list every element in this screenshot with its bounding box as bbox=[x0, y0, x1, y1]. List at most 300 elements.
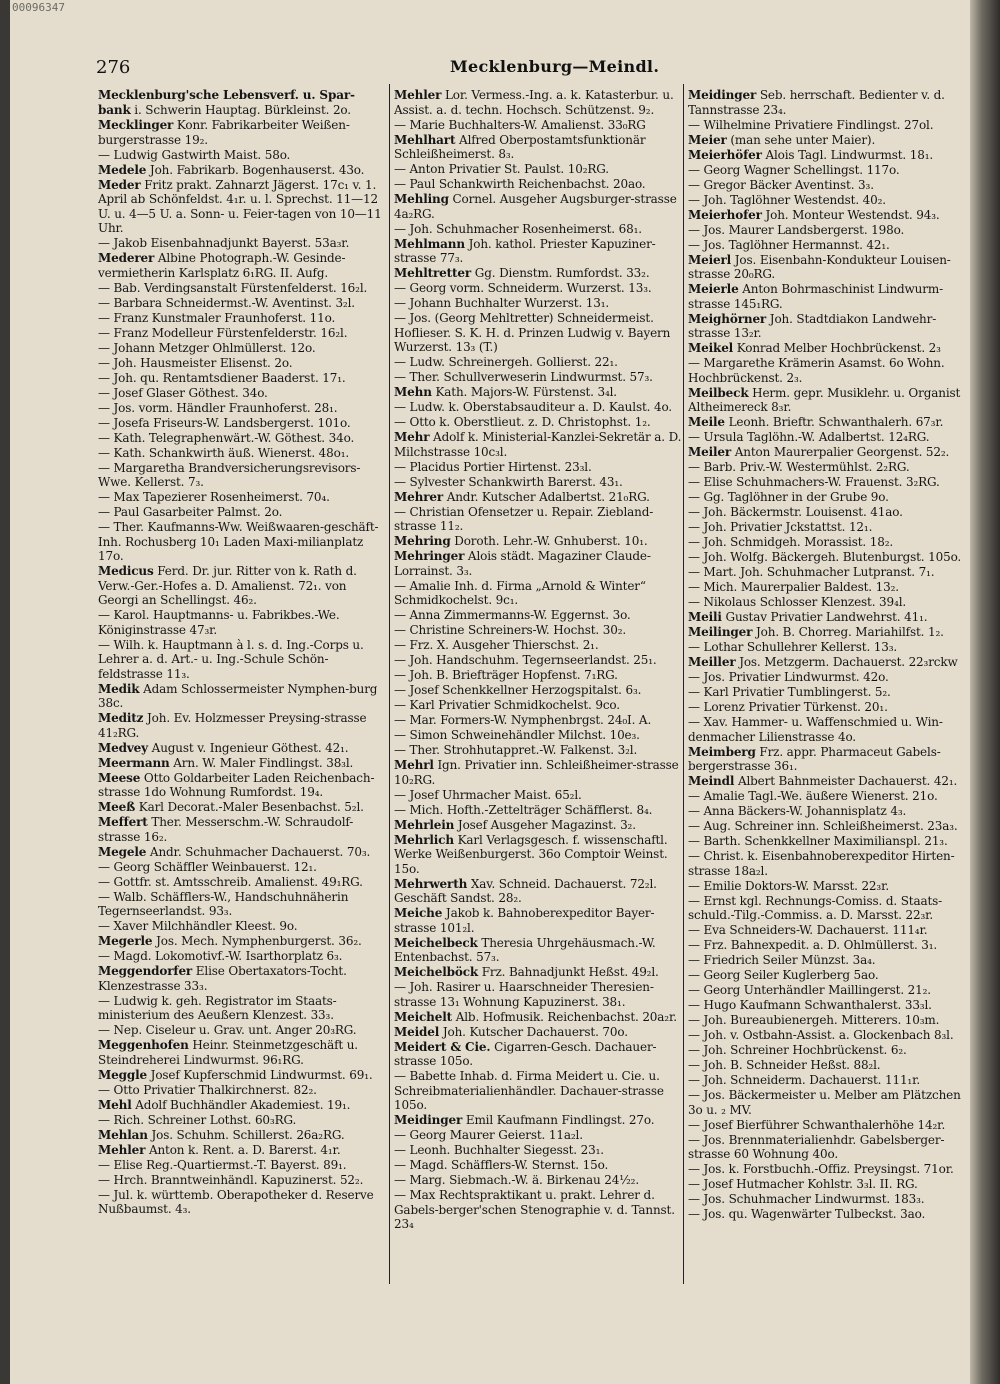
directory-sub-entry bbox=[394, 713, 684, 728]
entry-details: — Johann Metzger Ohlmüllerst. 12o. bbox=[98, 340, 316, 355]
directory-sub-entry bbox=[394, 743, 684, 758]
entry-details: — Wilhelmine Privatiere Findlingst. 27ol. bbox=[688, 117, 934, 132]
entry-details: — Joh. Wolfg. Bäckergeh. Blutenburgst. 105o. bbox=[688, 550, 962, 564]
entry-details: — Joh. qu. Rentamtsdiener Baaderst. 17₁. bbox=[98, 370, 346, 385]
entry-details: — Jos. Taglöhner Hermannst. 42₁. bbox=[688, 237, 890, 252]
entry-details: — Walb. Schäfflers-W., Handschuhnäherin Tegernseerlandst. 93₃. bbox=[98, 889, 349, 918]
entry-details: — Mich. Maurerpalier Baldest. 13₂. bbox=[688, 580, 899, 594]
directory-entry bbox=[394, 877, 684, 906]
entry-details: — Margaretha Brandversicherungsrevisors-Wwe. Kellerst. 7₃. bbox=[98, 460, 361, 489]
directory-sub-entry bbox=[688, 983, 970, 998]
entry-surname: Meffert bbox=[98, 815, 148, 829]
directory-sub-entry bbox=[98, 386, 388, 401]
directory-sub-entry bbox=[688, 505, 970, 520]
entry-details: — Jos. (Georg Mehltretter) Schneidermeist. Hoflieser. S. K. H. d. Prinzen Ludwig v. Bayern Wurzerst. 13₃ (T.) bbox=[394, 311, 671, 354]
entry-details: Jos. Schuhm. Schillerst. 26a₂RG. bbox=[151, 1127, 345, 1142]
entry-surname: Meili bbox=[688, 610, 722, 624]
directory-sub-entry bbox=[394, 118, 684, 133]
entry-details: Elise Obertaxators-Tocht. Klenzestrasse 33₃. bbox=[98, 964, 347, 993]
directory-sub-entry bbox=[688, 1177, 970, 1192]
entry-details: — Marie Buchhalters-W. Amalienst. 33₀RG bbox=[394, 117, 646, 132]
directory-sub-entry bbox=[394, 475, 684, 490]
entry-surname: Megerle bbox=[98, 934, 153, 948]
directory-entry bbox=[98, 564, 388, 608]
entry-surname: Mehlhart bbox=[394, 132, 456, 147]
directory-entry bbox=[98, 1098, 388, 1113]
directory-sub-entry bbox=[394, 579, 684, 608]
directory-sub-entry bbox=[98, 1158, 388, 1173]
directory-sub-entry bbox=[394, 623, 684, 638]
entry-details: — Marg. Siebmach.-W. ä. Birkenau 24½₂. bbox=[394, 1173, 640, 1187]
page-number: 276 bbox=[96, 57, 131, 78]
entry-details: — Hugo Kaufmann Schwanthalerst. 33₃l. bbox=[688, 998, 932, 1012]
directory-sub-entry bbox=[98, 326, 388, 341]
entry-details: — Simon Schweinehändler Milchst. 10e₃. bbox=[394, 728, 640, 742]
entry-details: Adolf k. Ministerial-Kanzlei-Sekretär a. D. Milchstrasse 10c₃l. bbox=[394, 430, 682, 459]
directory-sub-entry bbox=[394, 698, 684, 713]
entry-details: Emil Kaufmann Findlingst. 27o. bbox=[465, 1113, 655, 1127]
directory-sub-entry bbox=[394, 355, 684, 370]
directory-entry bbox=[98, 741, 388, 756]
entry-details: — Gottfr. st. Amtsschreib. Amalienst. 49₁RG. bbox=[98, 874, 363, 889]
directory-sub-entry bbox=[688, 894, 970, 923]
directory-sub-entry bbox=[688, 819, 970, 834]
directory-sub-entry bbox=[98, 1083, 388, 1098]
entry-details: — Friedrich Seiler Münzst. 3a₄. bbox=[688, 953, 876, 967]
entry-details: — Joh. Bäckermstr. Louisenst. 41ao. bbox=[688, 505, 903, 519]
directory-sub-entry bbox=[394, 222, 684, 237]
entry-surname: Meggenhofen bbox=[98, 1038, 189, 1052]
directory-entry bbox=[98, 682, 388, 711]
directory-entry bbox=[98, 845, 388, 860]
directory-entry bbox=[98, 934, 388, 949]
entry-details: — Georg Maurer Geierst. 11a₂l. bbox=[394, 1128, 583, 1142]
directory-sub-entry bbox=[688, 998, 970, 1013]
directory-sub-entry bbox=[394, 1188, 684, 1232]
directory-entry bbox=[98, 163, 388, 178]
directory-entry bbox=[688, 774, 970, 789]
directory-sub-entry bbox=[688, 1162, 970, 1177]
entry-details: Kath. Majors-W. Fürstenst. 3₄l. bbox=[435, 385, 617, 399]
entry-details: Theresia Uhrgehäusmach.-W. Entenbachst. 57₃. bbox=[394, 935, 656, 964]
directory-sub-entry bbox=[394, 296, 684, 311]
entry-details: Gustav Privatier Landwehrst. 41₁. bbox=[725, 610, 928, 624]
entry-details: Frz. Bahnadjunkt Heßst. 49₂l. bbox=[481, 965, 659, 979]
directory-sub-entry bbox=[688, 834, 970, 849]
directory-sub-entry bbox=[394, 177, 684, 192]
directory-entry bbox=[688, 208, 970, 223]
entry-details: — Elise Reg.-Quartiermst.-T. Bayerst. 89₁. bbox=[98, 1157, 347, 1172]
directory-sub-entry bbox=[394, 608, 684, 623]
entry-surname: Meermann bbox=[98, 755, 170, 770]
entry-details: — Jos. qu. Wagenwärter Tulbeckst. 3ao. bbox=[688, 1207, 926, 1221]
entry-surname: Mehr bbox=[394, 430, 430, 444]
entry-details: — Max Rechtspraktikant u. prakt. Lehrer d. Gabels-berger'schen Stenographie v. d. Tannst. 23₄ bbox=[394, 1188, 675, 1231]
entry-details: Adolf Buchhändler Akademiest. 19₁. bbox=[135, 1097, 351, 1112]
entry-details: — Gg. Taglöhner in der Grube 9o. bbox=[688, 490, 889, 504]
entry-details: — Magd. Lokomotivf.-W. Isarthorplatz 6₃. bbox=[98, 949, 343, 963]
directory-sub-entry bbox=[688, 430, 970, 445]
directory-entry bbox=[688, 655, 970, 670]
directory-sub-entry bbox=[394, 1128, 684, 1143]
entry-details: — Josef Glaser Göthest. 34o. bbox=[98, 385, 268, 400]
entry-details: — Wilh. k. Hauptmann à l. s. d. Ing.-Corps u. Lehrer a. d. Art.- u. Ing.-Schule Schön-feldstrasse 11₃. bbox=[98, 637, 364, 681]
directory-sub-entry bbox=[688, 118, 970, 133]
entry-surname: Mehlmann bbox=[394, 236, 465, 251]
entry-surname: Mecklenburg'sche Lebensverf. u. Spar- bbox=[98, 88, 355, 102]
entry-surname: Meilbeck bbox=[688, 385, 749, 400]
entry-surname: Meier bbox=[688, 132, 727, 147]
entry-details: — Georg Unterhändler Maillingerst. 21₂. bbox=[688, 983, 931, 997]
entry-details: — Georg Schäffler Weinbauerst. 12₁. bbox=[98, 859, 317, 874]
directory-sub-entry bbox=[98, 416, 388, 431]
entry-details: — Josef Schenkkellner Herzogspitalst. 6₃. bbox=[394, 683, 642, 697]
entry-details: Leonh. Brieftr. Schwanthalerh. 67₃r. bbox=[728, 415, 944, 429]
entry-details: — Jos. Privatier Lindwurmst. 42o. bbox=[688, 670, 889, 684]
entry-surname: Mehrer bbox=[394, 489, 444, 504]
entry-details: — Amalie Inh. d. Firma „Arnold & Winter“ Schmidkochelst. 9c₁. bbox=[394, 578, 646, 607]
entry-details: Frz. appr. Pharmaceut Gabels-bergerstrasse 36₁. bbox=[688, 744, 941, 773]
entry-details: Joh. B. Chorreg. Mariahilfst. 1₂. bbox=[756, 625, 944, 639]
directory-sub-entry bbox=[688, 238, 970, 253]
entry-details: — Karol. Hauptmanns- u. Fabrikbes.-We. Königinstrasse 47₃r. bbox=[98, 608, 340, 637]
entry-details: — Barb. Priv.-W. Westermühlst. 2₂RG. bbox=[688, 460, 910, 474]
entry-details: Karl Verlagsgesch. f. wissenschaftl. Werke Weißenburgerst. 36o Comptoir Weinst. 15o. bbox=[394, 832, 668, 876]
directory-sub-entry bbox=[688, 490, 970, 505]
entry-details: Alb. Hofmusik. Reichenbachst. 20a₂r. bbox=[455, 1009, 677, 1024]
entry-details: — Joh. Rasirer u. Haarschneider Theresien-strasse 13₁ Wohnung Kapuzinerst. 38₁. bbox=[394, 980, 654, 1009]
directory-entry bbox=[394, 490, 684, 505]
directory-sub-entry bbox=[98, 520, 388, 564]
entry-surname: Meidinger bbox=[688, 88, 757, 102]
entry-details: — Lorenz Privatier Türkenst. 20₁. bbox=[688, 700, 888, 714]
directory-sub-entry bbox=[688, 1088, 970, 1117]
entry-details: — Bab. Verdingsanstalt Fürstenfelderst. 16₂l. bbox=[98, 280, 368, 295]
entry-details: — Joh. Bureaubienergeh. Mitterers. 10₃m. bbox=[688, 1013, 940, 1027]
directory-sub-entry bbox=[98, 281, 388, 296]
entry-surname: Mehrlein bbox=[394, 817, 455, 832]
directory-sub-entry bbox=[688, 715, 970, 744]
entry-details: — Joh. B. Schneider Heßst. 88₂l. bbox=[688, 1058, 881, 1072]
directory-sub-entry bbox=[688, 193, 970, 208]
entry-details: — Ludw. k. Oberstabsauditeur a. D. Kaulst. 4o. bbox=[394, 400, 672, 414]
entry-details: — Joh. Schuhmacher Rosenheimerst. 68₁. bbox=[394, 221, 642, 236]
entry-details: — Joh. B. Briefträger Hopfenst. 7₁RG. bbox=[394, 668, 618, 682]
directory-sub-entry bbox=[98, 994, 388, 1023]
directory-sub-entry bbox=[688, 565, 970, 580]
entry-details: — Jakob Eisenbahnadjunkt Bayerst. 53a₃r. bbox=[98, 236, 350, 250]
directory-sub-entry bbox=[688, 923, 970, 938]
entry-details: Joh. Kutscher Dachauerst. 70o. bbox=[442, 1024, 628, 1039]
entry-details: — Christian Ofensetzer u. Repair. Ziebland-strasse 11₂. bbox=[394, 504, 654, 533]
entry-details: Albine Photograph.-W. Gesinde-vermietherin Karlsplatz 6₁RG. II. Aufg. bbox=[98, 251, 346, 280]
entry-surname: Mehrlich bbox=[394, 832, 454, 847]
entry-details: Adam Schlossermeister Nymphen-burg 38c. bbox=[98, 681, 378, 710]
directory-sub-entry bbox=[98, 1023, 388, 1038]
directory-sub-entry bbox=[688, 550, 970, 565]
directory-sub-entry bbox=[98, 919, 388, 934]
directory-sub-entry bbox=[688, 460, 970, 475]
directory-entry bbox=[688, 312, 970, 341]
entry-details: — Kath. Telegraphenwärt.-W. Göthest. 34o. bbox=[98, 430, 355, 445]
entry-details: — Xaver Milchhändler Kleest. 9o. bbox=[98, 919, 298, 933]
entry-details: Jos. Mech. Nymphenburgerst. 36₂. bbox=[156, 934, 362, 948]
entry-details: — Jul. k. württemb. Oberapotheker d. Reserve Nußbaumst. 4₃. bbox=[98, 1187, 374, 1216]
entry-details: — Joh. Privatier Jckstattst. 12₁. bbox=[688, 520, 873, 534]
entry-surname: Mehler bbox=[98, 1142, 146, 1157]
directory-entry bbox=[394, 965, 684, 980]
entry-details: Herm. gepr. Musiklehr. u. Organist Altheimereck 8₃r. bbox=[688, 385, 961, 414]
entry-details: — Gregor Bäcker Aventinst. 3₃. bbox=[688, 177, 874, 192]
entry-details: — Karl Privatier Tumblingerst. 5₂. bbox=[688, 685, 891, 699]
entry-details: Jos. Metzgerm. Dachauerst. 22₃rckw bbox=[739, 655, 958, 669]
directory-sub-entry bbox=[98, 890, 388, 919]
entry-details: Jakob k. Bahnoberexpeditor Bayer-strasse 101₂l. bbox=[394, 906, 655, 935]
entry-surname: Medele bbox=[98, 162, 147, 177]
entry-details: — Ther. Schullverweserin Lindwurmst. 57₃. bbox=[394, 370, 653, 384]
entry-surname: Mehring bbox=[394, 534, 451, 548]
directory-entry bbox=[394, 1010, 684, 1025]
entry-surname: Meditz bbox=[98, 711, 144, 725]
directory-entry bbox=[394, 1040, 684, 1069]
directory-sub-entry bbox=[98, 236, 388, 251]
entry-details: — Joh. Schmidgeh. Morassist. 18₂. bbox=[688, 535, 894, 549]
directory-entry bbox=[394, 818, 684, 833]
entry-details: — Christ. k. Eisenbahnoberexpeditor Hirten-strasse 18a₂l. bbox=[688, 849, 955, 878]
entry-details: Gg. Dienstm. Rumfordst. 33₂. bbox=[474, 266, 650, 280]
entry-surname: Mederer bbox=[98, 251, 155, 265]
entry-details: Alfred Oberpostamtsfunktionär Schleißheimerst. 8₃. bbox=[394, 132, 646, 161]
entry-details: — Joh. v. Ostbahn-Assist. a. Glockenbach 8₃l. bbox=[688, 1028, 954, 1042]
entry-details: — Emilie Doktors-W. Marsst. 22₃r. bbox=[688, 878, 890, 893]
entry-details: — Josef Hutmacher Kohlstr. 3₃l. II. RG. bbox=[688, 1177, 918, 1191]
entry-details: — Aug. Schreiner inn. Schleißheimerst. 23a₃. bbox=[688, 819, 958, 833]
entry-details: — Rich. Schreiner Lothst. 60₃RG. bbox=[98, 1112, 297, 1127]
directory-sub-entry bbox=[688, 700, 970, 715]
directory-sub-entry bbox=[688, 178, 970, 193]
directory-entry bbox=[98, 771, 388, 800]
directory-sub-entry bbox=[98, 1173, 388, 1188]
directory-sub-entry bbox=[98, 446, 388, 461]
directory-sub-entry bbox=[394, 1069, 684, 1113]
entry-details: Doroth. Lehr.-W. Gnhuberst. 10₁. bbox=[454, 534, 648, 548]
directory-entry bbox=[394, 906, 684, 935]
entry-details: — Hrch. Branntweinhändl. Kapuzinerst. 52₂. bbox=[98, 1172, 364, 1187]
entry-details: — Leonh. Buchhalter Siegesst. 23₁. bbox=[394, 1143, 604, 1157]
entry-details: — Jos. k. Forstbuchh.-Offiz. Preysingst. 71or. bbox=[688, 1162, 954, 1176]
entry-details: — Anna Bäckers-W. Johannisplatz 4₃. bbox=[688, 804, 907, 818]
entry-details: Anton Bohrmaschinist Lindwurm-strasse 145₁RG. bbox=[688, 282, 943, 311]
directory-sub-entry bbox=[688, 163, 970, 178]
entry-surname: Mecklinger bbox=[98, 118, 174, 132]
entry-details: Seb. herrschaft. Bedienter v. d. Tannstrasse 23₄. bbox=[688, 88, 945, 117]
entry-details: Joh. Monteur Westendst. 94₃. bbox=[765, 207, 940, 222]
directory-sub-entry bbox=[394, 281, 684, 296]
entry-surname: Mehltretter bbox=[394, 266, 472, 280]
directory-sub-entry bbox=[688, 1028, 970, 1043]
directory-sub-entry bbox=[688, 953, 970, 968]
directory-entry bbox=[394, 833, 684, 877]
entry-surname: Meichelbeck bbox=[394, 935, 478, 950]
directory-sub-entry bbox=[394, 370, 684, 385]
directory-sub-entry bbox=[394, 803, 684, 818]
directory-sub-entry bbox=[688, 804, 970, 819]
directory-entry bbox=[394, 237, 684, 266]
directory-sub-entry bbox=[688, 968, 970, 983]
entry-details: — Nep. Ciseleur u. Grav. unt. Anger 20₃RG. bbox=[98, 1023, 357, 1037]
entry-details: Ign. Privatier inn. Schleißheimer-strasse 10₂RG. bbox=[394, 758, 679, 787]
directory-entry bbox=[394, 430, 684, 459]
entry-details: — Joh. Hausmeister Elisenst. 2o. bbox=[98, 355, 293, 370]
directory-sub-entry bbox=[98, 860, 388, 875]
directory-sub-entry bbox=[688, 356, 970, 385]
directory-sub-entry bbox=[394, 162, 684, 177]
directory-entry bbox=[688, 133, 970, 148]
directory-sub-entry bbox=[98, 356, 388, 371]
directory-sub-entry bbox=[98, 296, 388, 311]
entry-surname: Meggle bbox=[98, 1067, 147, 1082]
entry-details: — Frz. Bahnexpedit. a. D. Ohlmüllerst. 3₁. bbox=[688, 938, 938, 952]
entry-details: Joh. Fabrikarb. Bogenhauserst. 43o. bbox=[149, 162, 365, 177]
entry-details: Cornel. Ausgeher Augsburger-strasse 4a₂RG. bbox=[394, 192, 677, 221]
column-3 bbox=[688, 88, 970, 1378]
directory-sub-entry bbox=[98, 949, 388, 964]
directory-page bbox=[10, 0, 970, 1384]
directory-entry bbox=[688, 386, 970, 415]
entry-surname: Meidel bbox=[394, 1024, 440, 1039]
entry-details: — Paul Schankwirth Reichenbachst. 20ao. bbox=[394, 177, 646, 191]
entry-details: — Ther. Strohhutappret.-W. Falkenst. 3₂l. bbox=[394, 743, 638, 757]
directory-entry bbox=[98, 1128, 388, 1143]
directory-sub-entry bbox=[688, 535, 970, 550]
directory-sub-entry bbox=[98, 638, 388, 682]
directory-sub-entry bbox=[98, 1113, 388, 1128]
entry-details: Josef Ausgeher Magazinst. 3₂. bbox=[457, 817, 636, 832]
entry-details: Fritz prakt. Zahnarzt Jägerst. 17c₁ v. 1. April ab Schönfeldst. 4₁r. u. l. Sprechst. 11—12 U. u. 4—5 U. a. Sonn- u. Feier-tagen von 10—11 Uhr. bbox=[98, 177, 382, 235]
entry-details: Joh. Stadtdiakon Landwehr-strasse 13₂r. bbox=[688, 311, 937, 340]
entry-details: — Kath. Schankwirth äuß. Wienerst. 48o₁. bbox=[98, 445, 350, 460]
entry-details: — Nikolaus Schlosser Klenzest. 39₄l. bbox=[688, 595, 907, 609]
directory-sub-entry bbox=[688, 595, 970, 610]
directory-sub-entry bbox=[394, 311, 684, 355]
entry-details: — Anna Zimmermanns-W. Eggernst. 3o. bbox=[394, 608, 631, 622]
entry-surname: Meichelböck bbox=[394, 965, 479, 979]
entry-details: Josef Kupferschmid Lindwurmst. 69₁. bbox=[150, 1067, 373, 1082]
column-1 bbox=[98, 88, 388, 1378]
directory-entry bbox=[98, 964, 388, 993]
entry-details: — Barbara Schneidermst.-W. Aventinst. 3₂l. bbox=[98, 295, 355, 310]
directory-entry bbox=[98, 1038, 388, 1067]
directory-sub-entry bbox=[98, 431, 388, 446]
entry-details: — Josef Bierführer Schwanthalerhöhe 14₂r. bbox=[688, 1117, 946, 1132]
directory-sub-entry bbox=[688, 1118, 970, 1133]
entry-details: — Joh. Schneiderm. Dachauerst. 111₁r. bbox=[688, 1073, 921, 1087]
column-2 bbox=[394, 88, 684, 1378]
entry-details: (man sehe unter Maier). bbox=[730, 132, 876, 147]
directory-sub-entry bbox=[394, 980, 684, 1009]
entry-details: — Anton Privatier St. Paulst. 10₂RG. bbox=[394, 162, 609, 176]
entry-details: — Elise Schuhmachers-W. Frauenst. 3₂RG. bbox=[688, 475, 940, 489]
directory-sub-entry bbox=[98, 148, 388, 163]
directory-sub-entry bbox=[98, 371, 388, 386]
entry-surname: Megele bbox=[98, 844, 147, 859]
directory-entry bbox=[688, 625, 970, 640]
entry-surname: Meese bbox=[98, 770, 141, 785]
entry-details: — Amalie Tagl.-We. äußere Wienerst. 21o. bbox=[688, 789, 938, 803]
entry-details: Otto Goldarbeiter Laden Reichenbach-strasse 1do Wohnung Rumfordst. 19₄. bbox=[98, 770, 375, 799]
entry-details: Ther. Messerschm.-W. Schraudolf-strasse 16₂. bbox=[98, 815, 354, 844]
entry-surname: Meder bbox=[98, 177, 141, 192]
entry-details: — Babette Inhab. d. Firma Meidert u. Cie. u. Schreibmaterialienhändler. Dachauer-strasse 105o. bbox=[394, 1069, 664, 1112]
entry-surname: Meierhöfer bbox=[688, 147, 762, 162]
entry-details: — Eva Schneiders-W. Dachauerst. 111₄r. bbox=[688, 923, 928, 937]
directory-entry bbox=[394, 385, 684, 400]
entry-details: Xav. Schneid. Dachauerst. 72₂l. Geschäft Sandst. 28₂. bbox=[394, 876, 657, 905]
entry-details: Joh. kathol. Priester Kapuziner-strasse 77₃. bbox=[394, 236, 656, 265]
directory-entry bbox=[394, 549, 684, 578]
entry-details: — Barth. Schenkkellner Maximilianspl. 21₃. bbox=[688, 834, 948, 848]
entry-surname: Mehringer bbox=[394, 549, 465, 563]
directory-sub-entry bbox=[688, 520, 970, 535]
directory-sub-entry bbox=[394, 415, 684, 430]
directory-entry bbox=[688, 148, 970, 163]
directory-entry bbox=[394, 133, 684, 162]
entry-details: — Ther. Kaufmanns-Ww. Weißwaaren-geschäft-Inh. Rochusberg 10₁ Laden Maxi-milianplatz 17o. bbox=[98, 520, 379, 563]
directory-sub-entry bbox=[394, 505, 684, 534]
entry-details: — Mar. Formers-W. Nymphenbrgst. 24₀I. A. bbox=[394, 713, 652, 727]
directory-sub-entry bbox=[98, 341, 388, 356]
entry-details: Konrad Melber Hochbrückenst. 2₃ bbox=[736, 341, 941, 355]
directory-sub-entry bbox=[688, 1207, 970, 1222]
directory-sub-entry bbox=[394, 668, 684, 683]
entry-details: Alois Tagl. Lindwurmst. 18₁. bbox=[765, 147, 934, 162]
entry-details: — Georg vorm. Schneiderm. Wurzerst. 13₃. bbox=[394, 281, 652, 295]
directory-entry bbox=[688, 415, 970, 430]
directory-entry bbox=[394, 1113, 684, 1128]
entry-details: — Ludw. Schreinergeh. Gollierst. 22₁. bbox=[394, 355, 618, 369]
entry-surname: Medicus bbox=[98, 564, 154, 578]
entry-surname: Medik bbox=[98, 681, 140, 696]
entry-details: — Joh. Taglöhner Westendst. 40₂. bbox=[688, 192, 886, 207]
directory-entry bbox=[394, 936, 684, 965]
entry-surname: bank bbox=[98, 103, 131, 117]
directory-entry bbox=[394, 88, 684, 117]
entry-details: — Georg Seiler Kuglerberg 5ao. bbox=[688, 968, 879, 982]
entry-surname: Meeß bbox=[98, 800, 136, 814]
directory-entry bbox=[98, 103, 388, 118]
entry-details: Heinr. Steinmetzgeschäft u. Steindreherei Lindwurmst. 96₁RG. bbox=[98, 1038, 358, 1067]
entry-details: — Ernst kgl. Rechnungs-Comiss. d. Staats-schuld.-Tilg.-Commiss. a. D. Marsst. 22₃r. bbox=[688, 893, 943, 922]
directory-entry bbox=[98, 800, 388, 815]
entry-details: — Ursula Taglöhn.-W. Adalbertst. 12₄RG. bbox=[688, 430, 930, 444]
entry-details: Jos. Eisenbahn-Kondukteur Louisen-strasse 20₀RG. bbox=[688, 252, 951, 281]
entry-details: — Franz Kunstmaler Fraunhoferst. 11o. bbox=[98, 310, 336, 325]
directory-entry bbox=[98, 118, 388, 147]
entry-details: Lor. Vermess.-Ing. a. k. Katasterbur. u. Assist. a. d. techn. Hochsch. Schützenst. 9₂. bbox=[394, 88, 674, 117]
directory-entry bbox=[98, 178, 388, 236]
directory-entry bbox=[98, 1068, 388, 1083]
entry-surname: Mehrl bbox=[394, 758, 434, 772]
directory-sub-entry bbox=[688, 789, 970, 804]
directory-sub-entry bbox=[688, 1133, 970, 1162]
directory-sub-entry bbox=[688, 849, 970, 878]
directory-entry bbox=[688, 88, 970, 117]
entry-surname: Mehn bbox=[394, 385, 432, 399]
directory-entry bbox=[394, 192, 684, 221]
directory-sub-entry bbox=[98, 461, 388, 490]
directory-sub-entry bbox=[688, 580, 970, 595]
directory-sub-entry bbox=[394, 400, 684, 415]
